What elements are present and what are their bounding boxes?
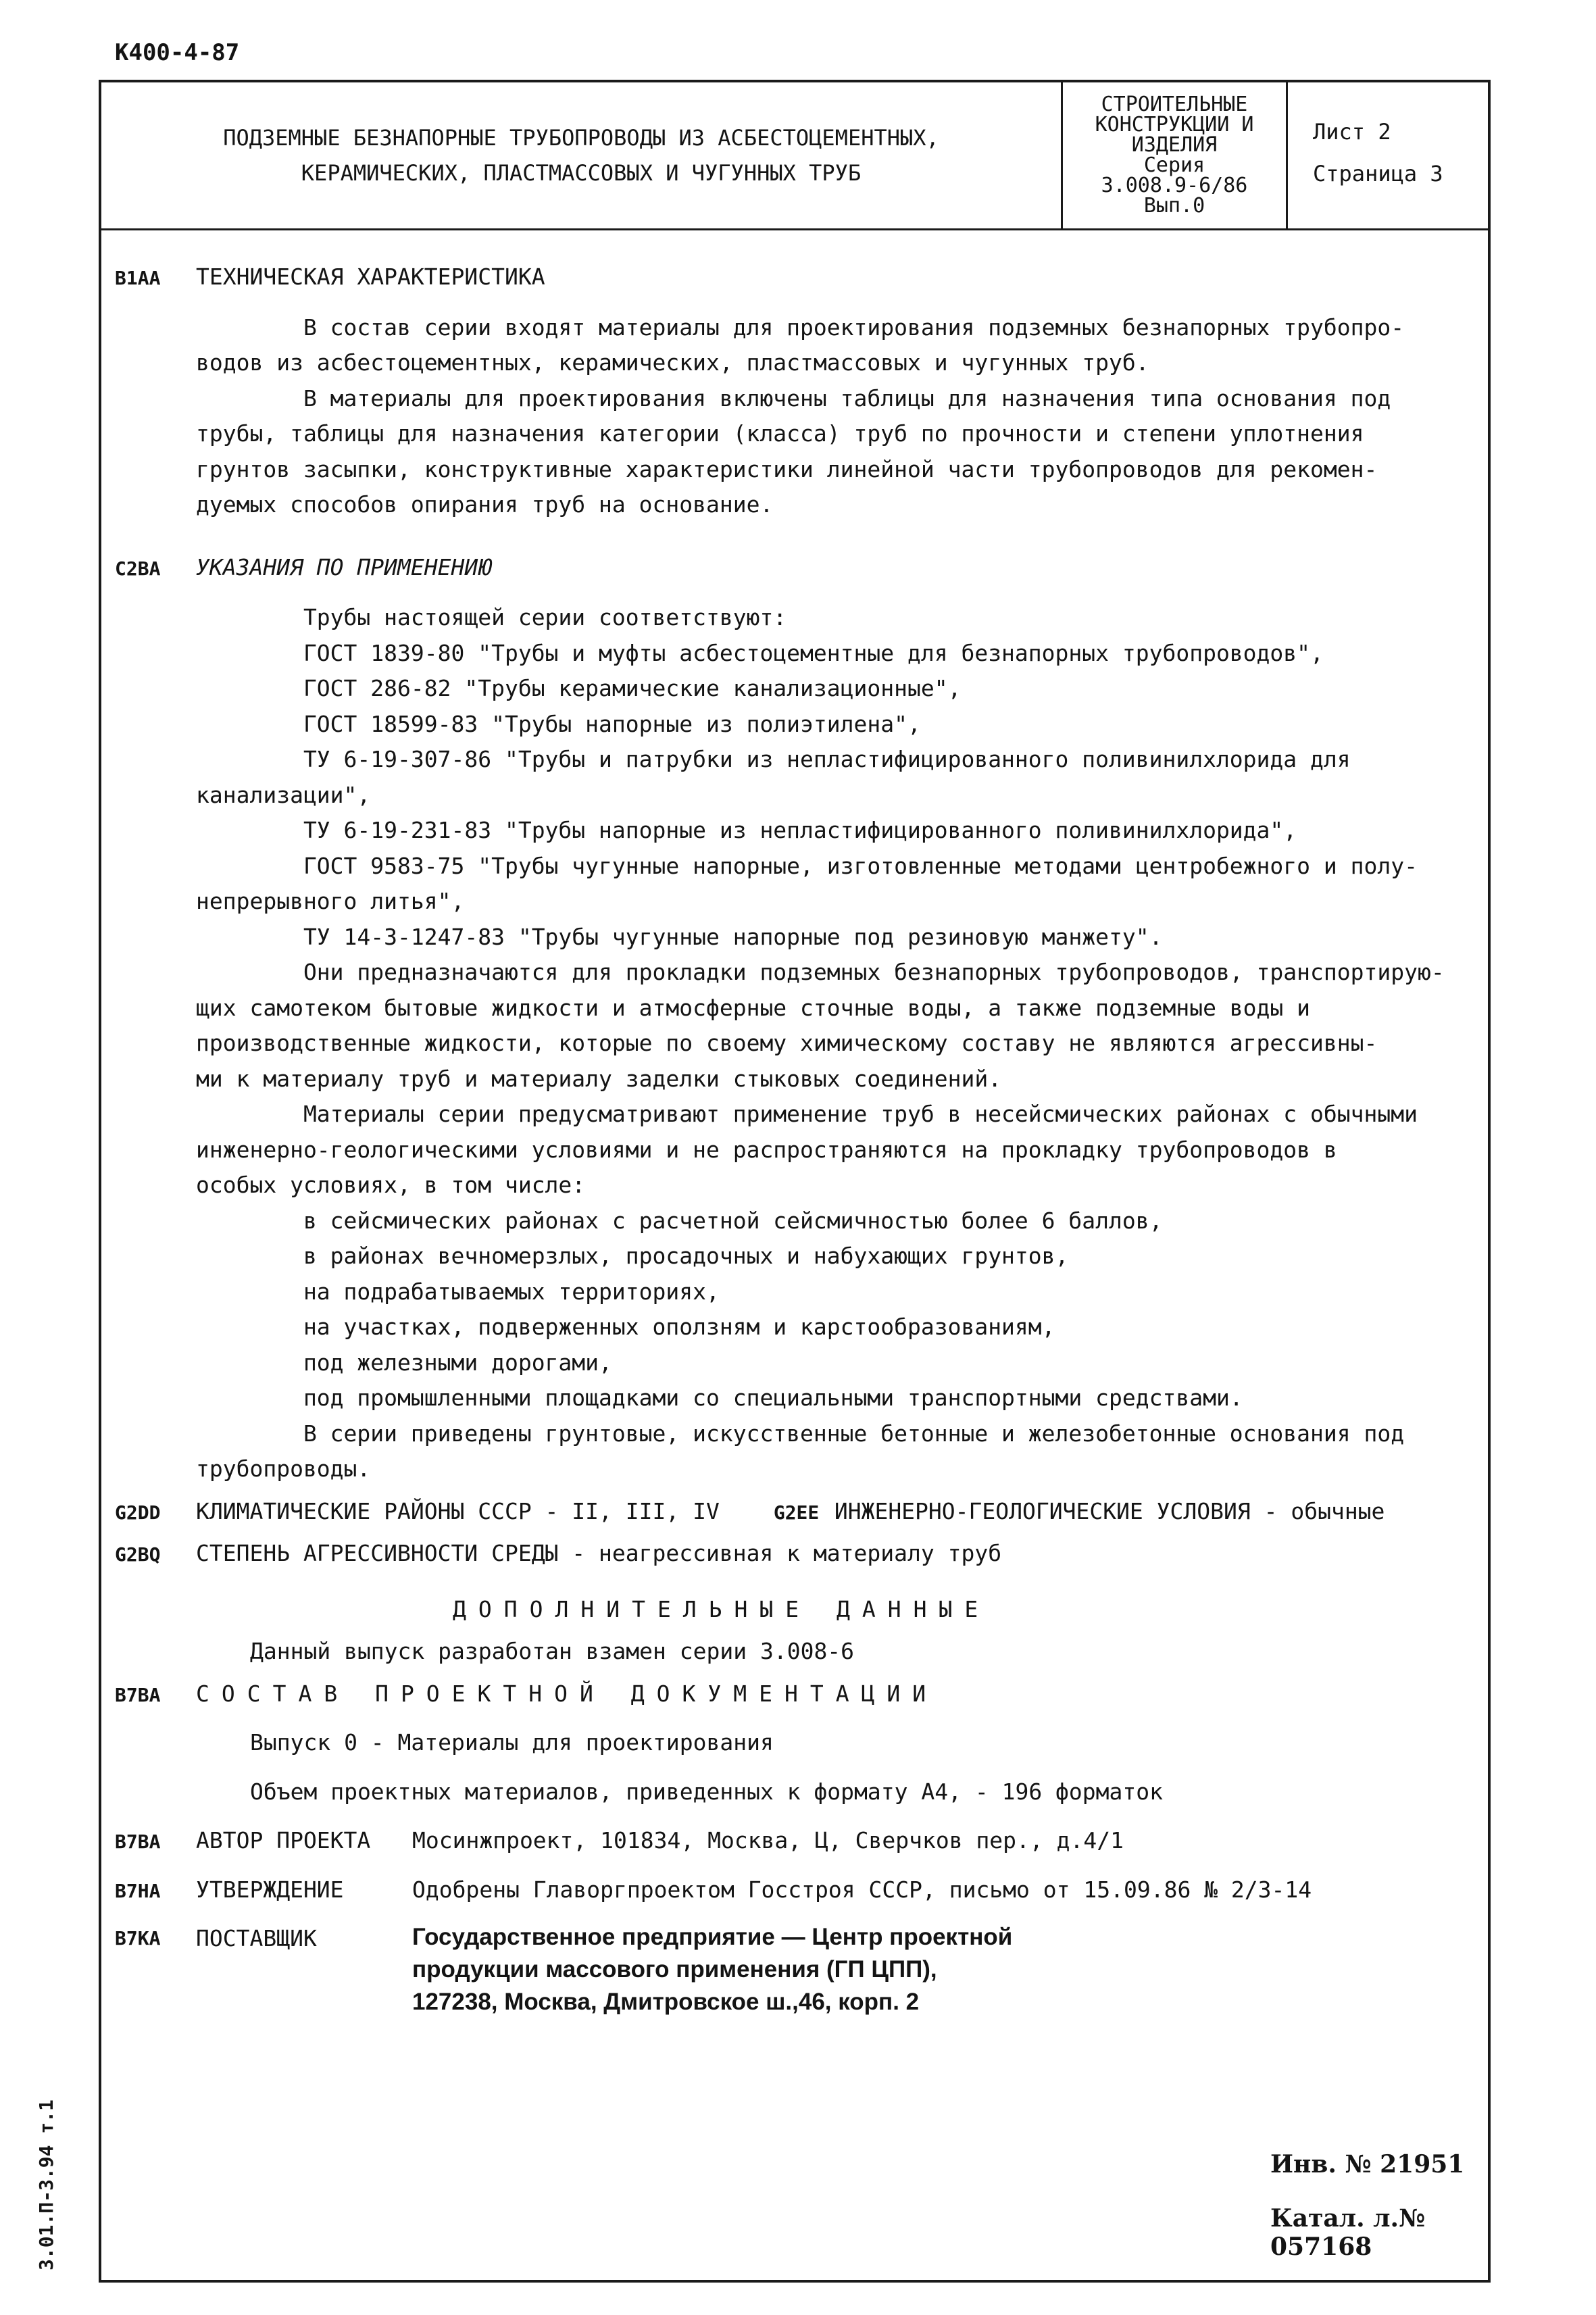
text-line: под железными дорогами, [196,1349,612,1376]
extra-data-title: ДОПОЛНИТЕЛЬНЫЕ ДАННЫЕ [453,1595,991,1622]
supplier-line-1: Государственное предприятие — Центр проектной [412,1924,1013,1950]
sheet-cell [1286,82,1489,228]
text-line: в сейсмических районах с расчетной сейсмичностью более 6 баллов, [196,1207,1163,1234]
aggressiveness-text: СТЕПЕНЬ АГРЕССИВНОСТИ СРЕДЫ - неагрессивная к материалу труб [196,1540,1002,1566]
supplier-line-3: 127238, Москва, Дмитровское ш.,46, корп. 2 [412,1989,920,2015]
category-line-1: СТРОИТЕЛЬНЫЕ [1101,93,1248,116]
docs-issue: Выпуск 0 - Материалы для проектирования [250,1729,774,1756]
text-line: в районах вечномерзлых, просадочных и набухающих грунтов, [196,1243,1069,1269]
document-frame [99,80,1491,2283]
text-line: производственные жидкости, которые по своему химическому составу не являются агрессивны- [196,1030,1378,1056]
series-number: 3.008.9-6/86 [1101,174,1248,197]
text-line: трубы, таблицы для назначения категории (класса) труб по прочности и степени уплотнения [196,420,1364,447]
text-line: ми к материалу труб и материалу заделки стыковых соединений. [196,1065,1002,1092]
text-line: В состав серии входят материалы для проектирования подземных безнапорных трубопро- [196,314,1405,341]
text-line: ГОСТ 1839-80 "Трубы и муфты асбестоцементные для безнапорных трубопроводов", [196,639,1324,666]
text-line: водов из асбестоцементных, керамических, пластмассовых и чугунных труб. [196,349,1149,376]
document-title [101,82,1061,228]
section-code: В7КА [115,1927,161,1949]
usage-paragraphs [115,600,1473,1487]
section-code: С2ВА [115,557,161,580]
text-line: Трубы настоящей серии соответствуют: [196,604,787,630]
author-text: Мосинжпроект, 101834, Москва, Ц, Сверчков пер., д.4/1 [412,1827,1124,1853]
supplier-address [412,1921,1012,2018]
series-label: Серия [1143,153,1205,177]
approval-label: УТВЕРЖДЕНИЕ [196,1876,344,1903]
catalog-number: Катал. л.№ 057168 [1270,2204,1426,2261]
author-label: АВТОР ПРОЕКТА [196,1827,371,1853]
approval-text: Одобрены Главоргпроектом Госстроя СССР, письмо от 15.09.86 № 2/3-14 [412,1876,1312,1903]
section-code: В7ВА [115,1831,161,1853]
title-block [101,82,1488,230]
section-code: G2EE [773,1501,820,1524]
text-line: трубопроводы. [196,1455,371,1482]
text-line: инженерно-геологическими условиями и не распространяются на прокладку трубопроводов в [196,1136,1337,1163]
text-line: канализации", [196,781,371,808]
text-line: непрерывного литья", [196,888,465,914]
section-title-tech: ТЕХНИЧЕСКАЯ ХАРАКТЕРИСТИКА [196,264,545,290]
geo-text: ИНЖЕНЕРНО-ГЕОЛОГИЧЕСКИЕ УСЛОВИЯ - обычные [834,1497,1385,1524]
docs-volume: Объем проектных материалов, приведенных к формату А4, - 196 форматок [250,1778,1164,1805]
supplier-line-2: продукции массового применения (ГП ЦПП), [412,1956,937,1983]
sheet-number: Лист 2 [1313,119,1391,145]
text-line: В серии приведены грунтовые, искусственные бетонные и железобетонные основания под [196,1420,1405,1447]
section-code: G2DD [115,1501,161,1524]
text-line: грунтов засыпки, конструктивные характеристики линейной части трубопроводов для рекомен- [196,455,1378,482]
series-cell [1061,82,1288,228]
climate-text: КЛИМАТИЧЕСКИЕ РАЙОНЫ СССР - II, III, IV [196,1497,720,1524]
page-number: Страница 3 [1313,161,1443,186]
text-line: ГОСТ 9583-75 "Трубы чугунные напорные, изготовленные методами центробежного и полу- [196,852,1418,879]
docs-title: СОСТАВ ПРОЕКТНОЙ ДОКУМЕНТАЦИИ [196,1680,939,1707]
text-line: ТУ 14-3-1247-83 "Трубы чугунные напорные под резиновую манжету". [196,923,1163,950]
issue-number: Вып.0 [1143,194,1205,218]
inventory-number: Инв. № 21951 [1270,2150,1465,2179]
text-line: на подрабатываемых территориях, [196,1278,720,1305]
text-line: Материалы серии предусматривают применение труб в несейсмических районах с обычными [196,1101,1418,1127]
text-line: дуемых способов опирания труб на основание. [196,491,774,518]
text-line: ТУ 6-19-307-86 "Трубы и патрубки из непластифицированного поливинилхлорида для [196,746,1351,772]
title-line-1: ПОДЗЕМНЫЕ БЕЗНАПОРНЫЕ ТРУБОПРОВОДЫ ИЗ АСБЕСТОЦЕМЕНТНЫХ, [223,125,939,151]
tech-paragraphs [115,310,1473,523]
title-line-2: КЕРАМИЧЕСКИХ, ПЛАСТМАССОВЫХ И ЧУГУННЫХ ТРУБ [301,160,862,186]
text-line: ГОСТ 18599-83 "Трубы напорные из полиэтилена", [196,710,921,737]
document-body [115,259,1473,2018]
extra-data-text: Данный выпуск разработан взамен серии 3.008-6 [250,1638,855,1664]
text-line: В материалы для проектирования включены таблицы для назначения типа основания под [196,384,1391,412]
text-line: ГОСТ 286-82 "Трубы керамические канализационные", [196,675,962,701]
section-code: В7ВА [115,1683,161,1706]
document-code: К400-4-87 [115,39,240,66]
section-code: В7НА [115,1879,161,1902]
section-code: G2BQ [115,1543,161,1566]
supplier-label: ПОСТАВЩИК [196,1925,317,1951]
text-line: Они предназначаются для прокладки подземных безнапорных трубопроводов, транспортирую- [196,959,1445,985]
category-line-3: ИЗДЕЛИЯ [1131,133,1218,157]
text-line: щих самотеком бытовые жидкости и атмосферные сточные воды, а также подземные воды и [196,994,1311,1021]
section-code: В1АА [115,267,161,289]
text-line: на участках, подверженных оползням и карстообразованиям, [196,1314,1055,1340]
category-line-2: КОНСТРУКЦИИ И [1095,113,1254,136]
text-line: ТУ 6-19-231-83 "Трубы напорные из непластифицированного поливинилхлорида", [196,817,1297,843]
text-line: особых условиях, в том числе: [196,1172,586,1198]
section-title-usage: УКАЗАНИЯ ПО ПРИМЕНЕНИЮ [196,553,492,580]
side-stamp: 3.01.П-3.94 т.1 [35,2099,57,2270]
text-line: под промышленными площадками со специальными транспортными средствами. [196,1385,1243,1411]
